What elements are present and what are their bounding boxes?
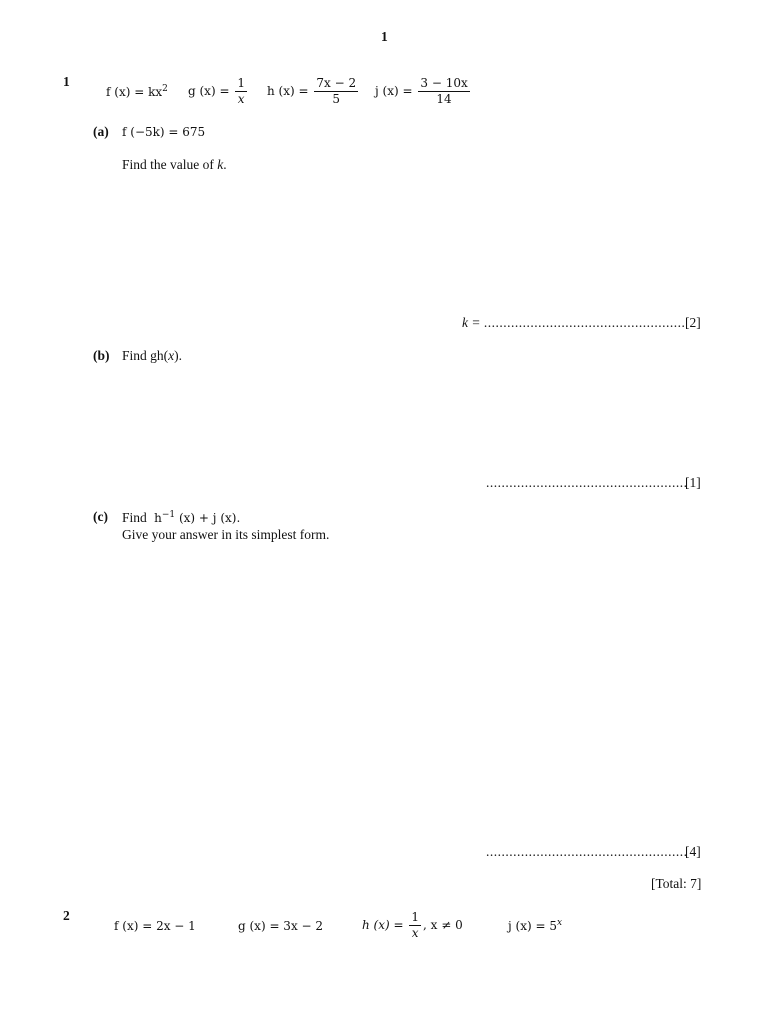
part-c-find: Find xyxy=(122,510,147,525)
part-b-answer-line[interactable]: .................................................... xyxy=(486,475,688,490)
function-h xyxy=(267,76,360,107)
function-g-numerator: 1 xyxy=(237,76,245,90)
part-c-expression xyxy=(154,511,240,525)
part-a-equation: f (−5k) = 675 xyxy=(122,125,206,139)
part-a-answer-prefix: k = xyxy=(462,315,481,330)
part-a-instruction-text: Find the value of xyxy=(122,157,218,172)
part-b-label: (b) xyxy=(93,348,110,363)
function-j-denominator: 14 xyxy=(436,92,452,106)
question-2-number: 2 xyxy=(63,908,70,923)
part-a-marks: [2] xyxy=(685,315,701,330)
function-f-exponent: 2 xyxy=(162,84,168,94)
part-a-instruction-var: k xyxy=(217,157,224,172)
function-h-fraction xyxy=(314,76,358,107)
q2-function-h-numerator: 1 xyxy=(411,910,420,924)
q2-function-h xyxy=(362,910,463,941)
function-j-fraction xyxy=(418,76,469,107)
function-g xyxy=(188,76,249,107)
part-c-instruction xyxy=(122,510,240,526)
function-f xyxy=(106,85,168,99)
q2-function-f: f (x) = 2x − 1 xyxy=(114,919,196,933)
part-c-expr-exponent: −1 xyxy=(161,510,176,520)
q2-function-h-denominator: x xyxy=(411,926,419,940)
function-j-lhs: j (x) = xyxy=(375,84,413,98)
q2-function-h-lhs: h (x) = xyxy=(362,918,404,932)
part-b-instruction xyxy=(122,348,182,364)
function-h-numerator: 7x − 2 xyxy=(316,76,357,90)
part-a-instruction xyxy=(122,157,227,173)
function-g-lhs: g (x) = xyxy=(188,84,230,98)
q2-function-j-lhs: j (x) = 5 xyxy=(508,919,557,933)
part-c-expr-rest: (x) + j (x). xyxy=(178,511,241,525)
part-c-line2: Give your answer in its simplest form. xyxy=(122,527,330,542)
q2-function-h-condition: , x ≠ 0 xyxy=(423,918,463,932)
question-1-total: [Total: 7] xyxy=(651,876,702,891)
q2-function-g: g (x) = 3x − 2 xyxy=(238,919,324,933)
q2-function-j xyxy=(508,919,562,933)
function-g-denominator: x xyxy=(237,92,245,106)
part-c-answer-line[interactable]: .................................................... xyxy=(486,844,688,859)
part-b-marks: [1] xyxy=(685,475,701,490)
part-c-label: (c) xyxy=(93,509,108,524)
function-f-rhs: kx xyxy=(148,85,163,99)
q2-function-j-exponent: x xyxy=(556,918,563,928)
q2-function-h-fraction xyxy=(409,910,421,941)
part-b-instruction-text: Find gh( xyxy=(122,348,169,363)
function-h-denominator: 5 xyxy=(332,92,341,106)
part-a-answer xyxy=(462,315,685,331)
function-j xyxy=(375,76,472,107)
function-g-fraction xyxy=(235,76,247,107)
question-1-number: 1 xyxy=(63,74,70,89)
part-c-expr-base: h xyxy=(154,511,162,525)
part-a-label: (a) xyxy=(93,124,109,139)
function-f-lhs: f (x) = xyxy=(106,85,145,99)
page-number: 1 xyxy=(381,29,388,44)
part-a-answer-line[interactable]: .................................................... xyxy=(483,315,686,330)
part-c-marks: [4] xyxy=(685,844,701,859)
function-j-numerator: 3 − 10x xyxy=(420,76,468,90)
part-b-instruction-end: ). xyxy=(174,348,183,363)
part-b-instruction-var: x xyxy=(168,348,175,363)
function-h-lhs: h (x) = xyxy=(267,84,309,98)
part-a-instruction-end: . xyxy=(223,157,227,172)
